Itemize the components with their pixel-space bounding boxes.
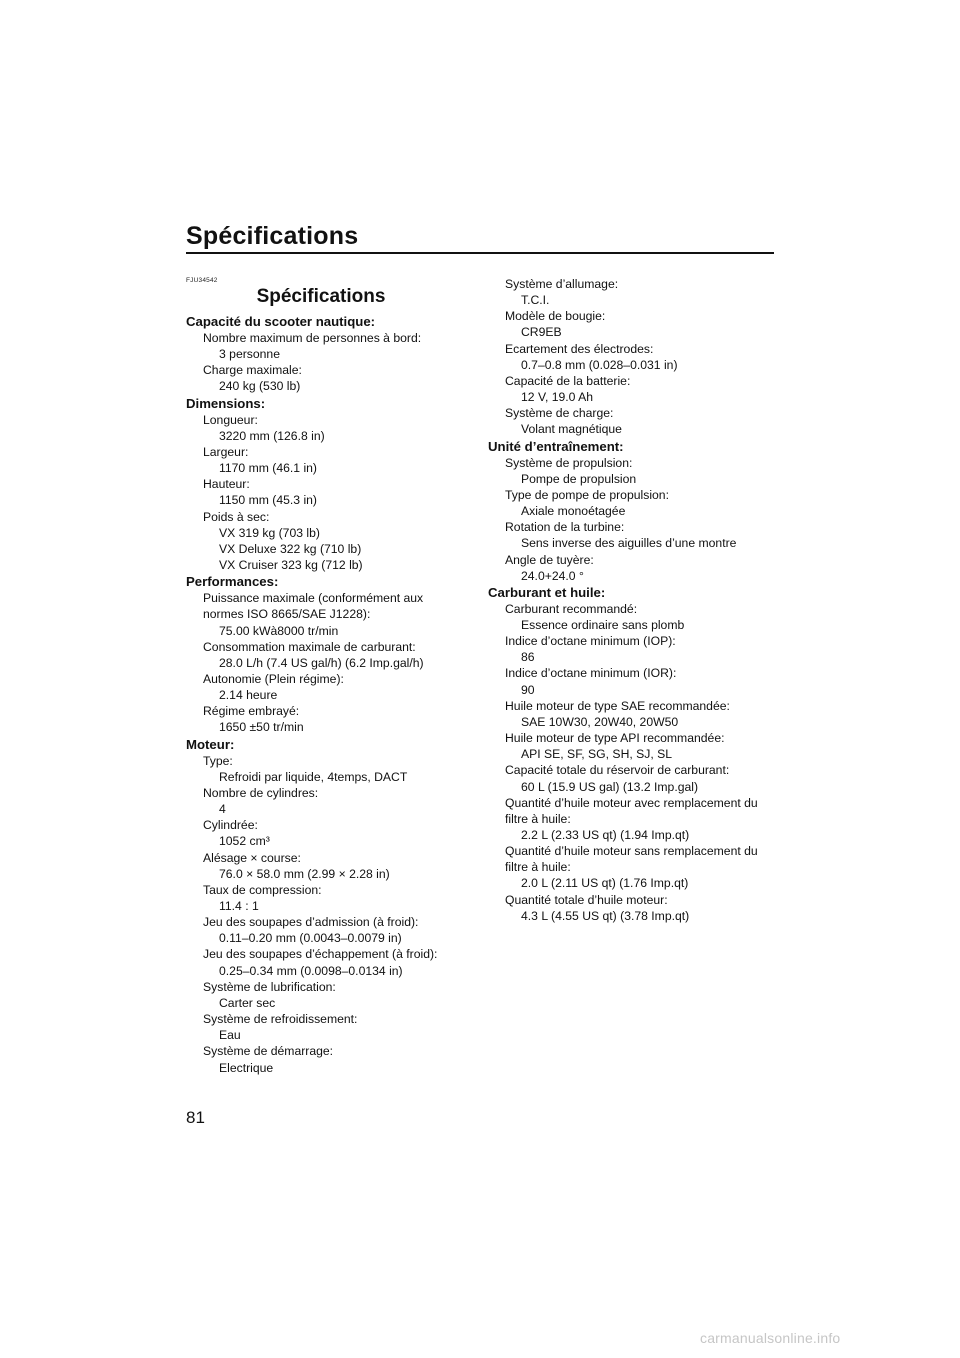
spec-value: Electrique (219, 1060, 274, 1075)
spec-value: 11.4 : 1 (219, 899, 259, 913)
spec-value: Essence ordinaire sans plomb (521, 617, 685, 632)
spec-label: Poids à sec: (203, 509, 270, 524)
spec-value: 0.25–0.34 mm (0.0098–0.0134 in) (219, 963, 403, 978)
spec-label: Rotation de la turbine: (505, 520, 625, 535)
spec-value: 1650 ±50 tr/min (219, 720, 304, 735)
spec-category: Carburant et huile: (488, 584, 606, 600)
spec-value: Volant magnétique (521, 422, 622, 437)
spec-label: Angle de tuyère: (505, 552, 594, 567)
spec-label: Quantité d’huile moteur avec remplacement du (505, 795, 758, 810)
spec-label: Système de refroidissement: (203, 1012, 358, 1027)
spec-label: Cylindrée: (203, 818, 258, 833)
spec-label: Charge maximale: (203, 363, 302, 378)
spec-label: Modèle de bougie: (505, 309, 606, 324)
left-spec-list (186, 313, 456, 1076)
spec-category: Performances: (186, 574, 279, 590)
spec-label: Capacité de la batterie: (505, 373, 631, 388)
spec-value: 2.2 L (2.33 US qt) (1.94 Imp.qt) (521, 828, 690, 842)
right-spec-list (488, 276, 778, 924)
spec-label: Alésage × course: (203, 850, 301, 865)
page-title: Spécifications (186, 222, 359, 250)
spec-value: Refroidi par liquide, 4temps, DACT (219, 769, 408, 784)
spec-value: 1170 mm (46.1 in) (219, 461, 317, 476)
spec-value: 86 (521, 650, 535, 665)
spec-value: Eau (219, 1028, 241, 1043)
spec-value: 4 (219, 802, 226, 817)
spec-label: Système de lubrification: (203, 979, 336, 994)
spec-value: 12 V, 19.0 Ah (521, 390, 594, 405)
spec-label: Système de propulsion: (505, 455, 633, 470)
spec-value: 1052 cm³ (219, 834, 270, 849)
spec-label: Régime embrayé: (203, 704, 300, 719)
spec-value: T.C.I. (521, 293, 550, 308)
spec-value: 240 kg (530 lb) (219, 379, 301, 394)
doc-code: FJU34542 (186, 277, 218, 284)
spec-value: 2.14 heure (219, 688, 278, 703)
spec-value: 1150 mm (45.3 in) (219, 493, 317, 508)
watermark: carmanualsonline.info (700, 1330, 841, 1346)
spec-category: Unité d’entraînement: (488, 438, 624, 454)
page-number: 81 (186, 1108, 205, 1127)
title-rule (186, 252, 774, 254)
spec-label: Jeu des soupapes d’admission (à froid): (203, 915, 419, 930)
spec-label: Ecartement des électrodes: (505, 341, 654, 356)
section-title: Spécifications (256, 286, 386, 307)
spec-value: SAE 10W30, 20W40, 20W50 (521, 714, 679, 729)
spec-value: CR9EB (521, 325, 562, 340)
spec-value: Carter sec (219, 995, 276, 1010)
spec-label: Carburant recommandé: (505, 601, 638, 616)
spec-label: Huile moteur de type API recommandée: (505, 731, 725, 746)
spec-label: Largeur: (203, 444, 249, 459)
spec-label: Quantité totale d’huile moteur: (505, 892, 668, 907)
spec-label: Hauteur: (203, 477, 250, 492)
spec-label: Système de démarrage: (203, 1044, 334, 1059)
spec-value: 2.0 L (2.11 US qt) (1.76 Imp.qt) (521, 876, 689, 891)
spec-value: VX Cruiser 323 kg (712 lb) (219, 558, 363, 573)
spec-label: Consommation maximale de carburant: (203, 639, 416, 654)
spec-value: Axiale monoétagée (521, 504, 626, 519)
spec-category: Moteur: (186, 736, 235, 752)
spec-value: 90 (521, 682, 535, 697)
spec-label: Jeu des soupapes d’échappement (à froid): (203, 947, 438, 962)
spec-value: 76.0 × 58.0 mm (2.99 × 2.28 in) (219, 866, 390, 881)
spec-label: Huile moteur de type SAE recommandée: (505, 698, 730, 713)
spec-label: Type de pompe de propulsion: (505, 487, 669, 502)
spec-label: Nombre maximum de personnes à bord: (203, 331, 422, 345)
spec-value: 60 L (15.9 US gal) (13.2 Imp.gal) (521, 779, 699, 794)
spec-label: Indice d’octane minimum (IOR): (505, 666, 677, 681)
spec-label: Capacité totale du réservoir de carburant: (505, 763, 730, 778)
spec-value: 4.3 L (4.55 US qt) (3.78 Imp.qt) (521, 908, 690, 923)
spec-value: 3220 mm (126.8 in) (219, 428, 325, 443)
spec-label: Taux de compression: (203, 882, 322, 897)
spec-label: Autonomie (Plein régime): (203, 671, 344, 686)
spec-value: 3 personne (219, 347, 280, 362)
spec-category: Dimensions: (186, 395, 266, 411)
spec-value: 75.00 kWà8000 tr/min (219, 623, 339, 638)
right-column (488, 276, 778, 924)
spec-label: Puissance maximale (conformément aux (203, 591, 424, 606)
spec-value: 28.0 L/h (7.4 US gal/h) (6.2 Imp.gal/h) (219, 655, 424, 670)
spec-label: Système d’allumage: (505, 277, 619, 291)
left-column (186, 276, 456, 1076)
spec-value: VX Deluxe 322 kg (710 lb) (219, 541, 362, 556)
spec-label: filtre à huile: (505, 811, 571, 826)
spec-label: Indice d’octane minimum (IOP): (505, 634, 676, 649)
spec-value: 0.11–0.20 mm (0.0043–0.0079 in) (219, 931, 402, 946)
spec-label: filtre à huile: (505, 860, 571, 875)
spec-label: Quantité d’huile moteur sans remplacement du (505, 844, 758, 859)
spec-category: Capacité du scooter nautique: (186, 314, 376, 329)
spec-label: Système de charge: (505, 406, 614, 421)
spec-label: normes ISO 8665/SAE J1228): (203, 607, 371, 622)
spec-label: Longueur: (203, 412, 258, 427)
spec-label: Type: (203, 753, 233, 768)
spec-value: 0.7–0.8 mm (0.028–0.031 in) (521, 357, 678, 372)
spec-value: Sens inverse des aiguilles d’une montre (521, 536, 737, 551)
spec-value: 24.0+24.0 ° (521, 568, 584, 583)
spec-value: API SE, SF, SG, SH, SJ, SL (521, 747, 673, 762)
spec-value: VX 319 kg (703 lb) (219, 525, 320, 540)
spec-label: Nombre de cylindres: (203, 785, 319, 800)
spec-value: Pompe de propulsion (521, 471, 637, 486)
